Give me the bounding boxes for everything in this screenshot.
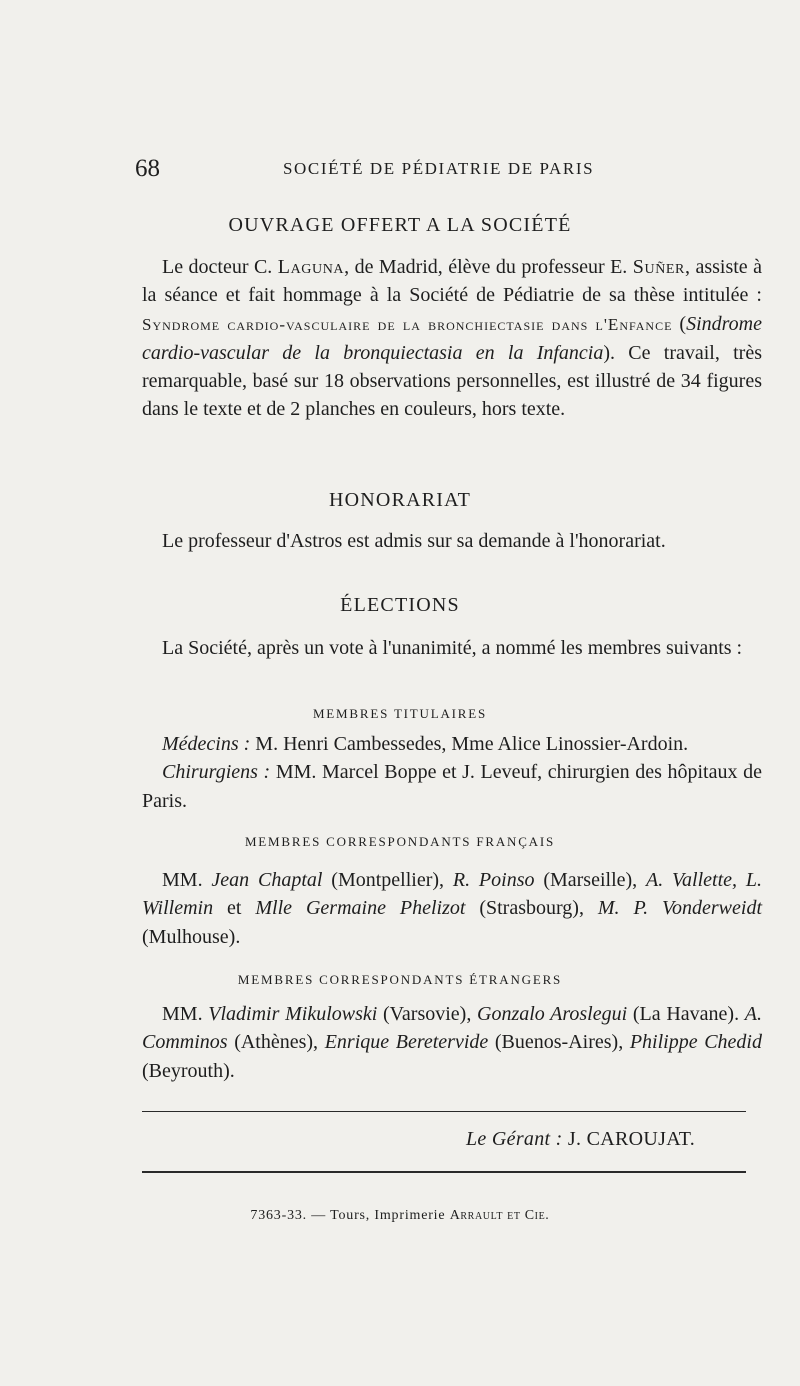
subheading-membres-titulaires: MEMBRES TITULAIRES [312,706,488,721]
paragraph-correspondants-etrangers [142,1000,762,1085]
paragraph-honorariat-text: Le professeur d'Astros est admis sur sa demande à l'honorariat. [162,530,666,552]
paragraph-ouvrage-text: Le docteur C. Laguna, de Madrid, élève du professeur E. Suñer, assiste à la séance et fait hommage à la Société de Pédiatrie de sa thèse intitulée : Syndrome cardio-vasculaire de la bronchiectasie dans l'Enfance (Sindrome cardio-vascular de la bronquiectasia en la Infancia). Ce travail, très remarquable, basé sur 18 observations personnelles, est illustré de 34 figures dans le texte et de 2 planches en couleurs, hors texte. [142,256,763,421]
paragraph-correspondants-francais [142,866,762,951]
gerant-signature [466,1128,695,1151]
professor-name: Suñer [632,256,685,278]
subheading-correspondants-etrangers: MEMBRES CORRESPONDANTS ÉTRANGERS [237,972,563,987]
footer-rule [142,1171,746,1173]
thesis-title-spanish: Sindrome cardio-vascular de la bronquiectasia en la Infancia [142,312,762,364]
printer-name: Arrault et Cie [449,1208,546,1223]
author-name: Laguna [277,256,345,278]
section-heading-ouvrage: OUVRAGE OFFERT A LA SOCIÉTÉ [228,214,572,236]
elections-intro-text: La Société, après un vote à l'unanimité, a nommé les membres suivants : [162,637,743,659]
subheading-correspondants-francais: MEMBRES CORRESPONDANTS FRANÇAIS [244,834,556,849]
correspondants-etrangers-text: MM. Vladimir Mikulowski (Varsovie), Gonzalo Aroslegui (La Havane). A. Comminos (Athènes), Enrique Beretervide (Buenos-Aires), Philippe Chedid (Beyrouth). [142,1003,762,1082]
paragraph-elections-intro [142,634,762,662]
page-number: 68 [135,155,160,182]
chirurgiens-line: Chirurgiens : MM. Marcel Boppe et J. Leveuf, chirurgien des hôpitaux de Paris. [142,761,762,812]
chirurgiens-label: Chirurgiens : [162,761,271,784]
divider-rule [142,1111,746,1112]
section-heading-honorariat: HONORARIAT [329,489,471,511]
correspondants-francais-text: MM. Jean Chaptal (Montpellier), R. Poinso (Marseille), A. Vallette, L. Willemin et Mlle Germaine Phelizot (Strasbourg), M. P. Vonderweidt (Mulhouse). [142,869,762,948]
paragraph-titulaires [142,730,762,815]
medecins-line: Médecins : M. Henri Cambessedes, Mme Alice Linossier-Ardoin. [162,733,689,755]
paragraph-honorariat [142,527,762,555]
section-heading-elections: ÉLECTIONS [340,594,460,616]
paragraph-ouvrage [142,253,762,424]
running-title: SOCIÉTÉ DE PÉDIATRIE DE PARIS [283,159,595,178]
gerant-name: J. CAROUJAT. [562,1128,696,1150]
printer-imprint: 7363-33. — Tours, Imprimerie Arrault et Cie. [250,1208,550,1223]
gerant-label: Le Gérant : [466,1128,563,1150]
thesis-title: Syndrome cardio-vasculaire de la bronchiectasie dans l'Enfance [142,314,673,334]
page-header [135,155,755,185]
medecins-label: Médecins : [162,733,251,755]
